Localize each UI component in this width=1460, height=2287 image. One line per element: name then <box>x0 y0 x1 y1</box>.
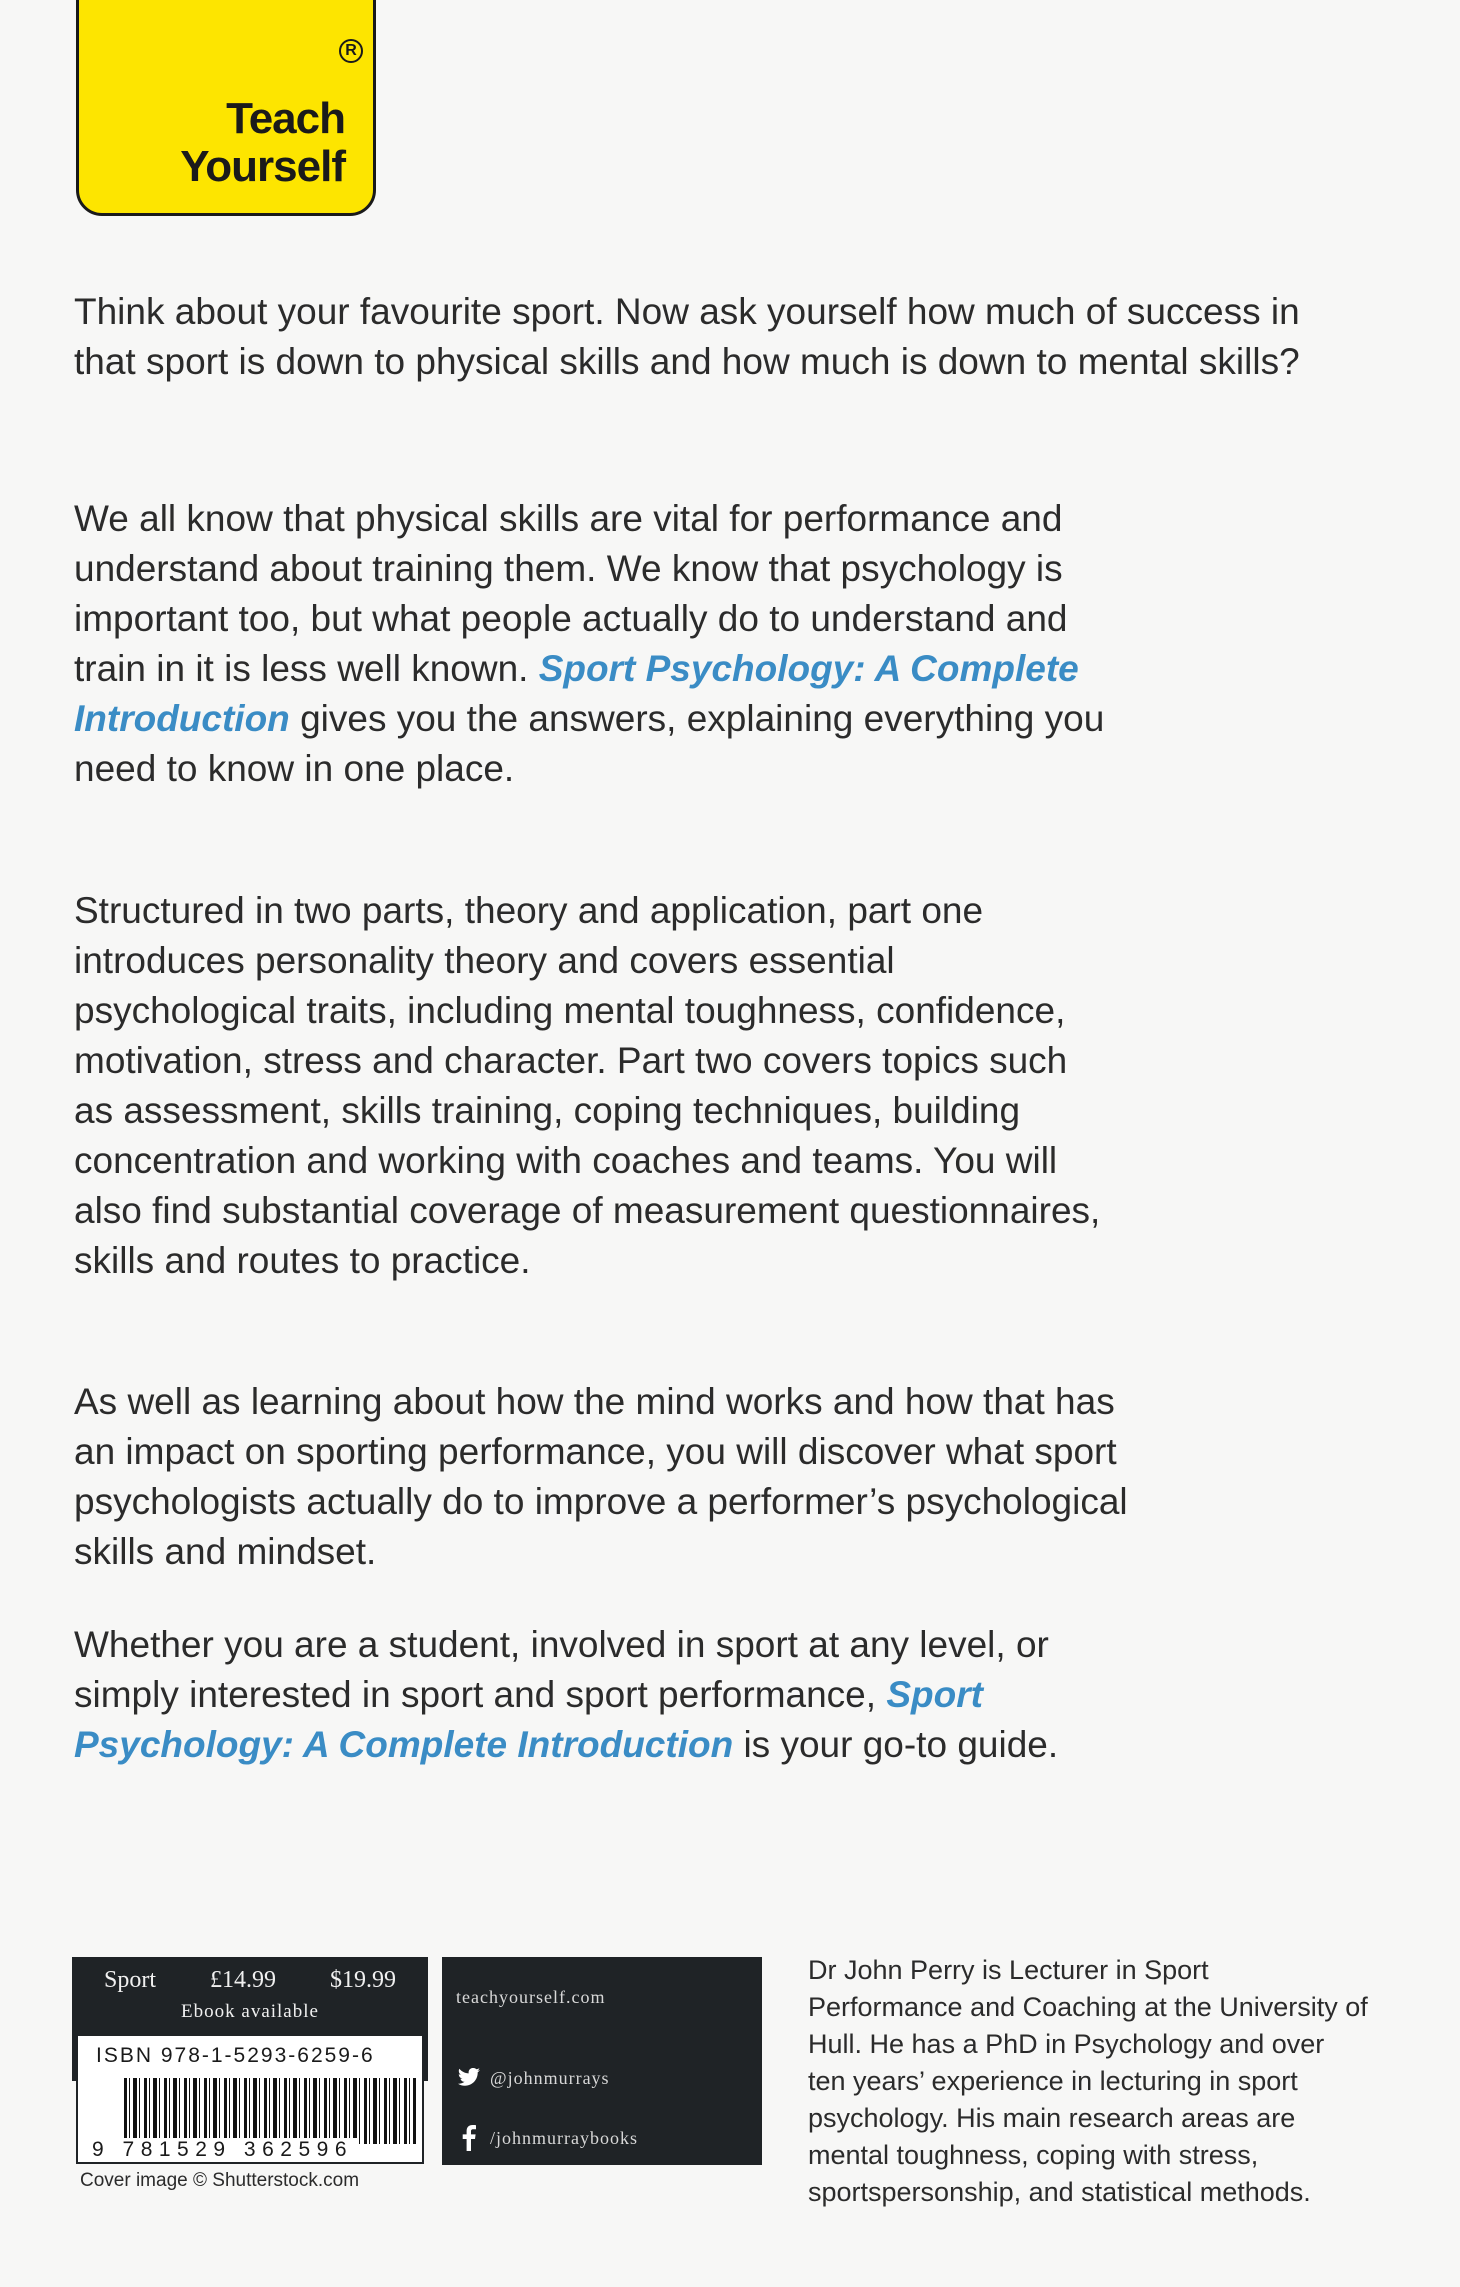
price-gbp: £14.99 <box>210 1967 276 1993</box>
registered-mark: R <box>339 39 363 63</box>
website-row <box>456 1987 605 2008</box>
price-line <box>72 1967 428 1994</box>
website-link[interactable]: teachyourself.com <box>456 1987 606 2007</box>
book-title-emphasis: Sport Psychology: A Complete Introduction <box>74 648 1079 739</box>
closing-text-before: Whether you are a student, involved in sport at any level, or simply interested in sport and sport performance, <box>74 1624 1049 1715</box>
isbn-label: ISBN 978-1-5293-6259-6 <box>96 2044 375 2067</box>
intro-paragraph: Think about your favourite sport. Now ask yourself how much of success in that sport is down to physical skills and how much is down to mental skills? <box>74 291 1300 382</box>
logo-line-yourself: Yourself <box>180 142 345 191</box>
twitter-row <box>456 2065 610 2091</box>
price-usd: $19.99 <box>330 1967 396 1993</box>
barcode-image <box>124 2078 416 2144</box>
facebook-handle[interactable]: /johnmurraybooks <box>490 2127 638 2148</box>
logo-text <box>180 95 345 191</box>
learning-paragraph: As well as learning about how the mind works and how that has an impact on sporting performance, you will discover what sport psychologists actually do to improve a performer’s psychological skills and mindset. <box>74 1381 1128 1572</box>
price-category: Sport <box>103 1967 156 1993</box>
facebook-row <box>456 2125 638 2151</box>
facebook-f-icon <box>456 2125 482 2151</box>
closing-text-after: is your go-to guide. <box>743 1724 1059 1765</box>
isbn-barcode-box <box>76 2034 424 2164</box>
barcode-digits: 9 781529 362596 <box>92 2138 357 2162</box>
teach-yourself-logo <box>76 0 376 216</box>
twitter-bird-icon <box>456 2065 482 2091</box>
description-text-after: gives you the answers, explaining everything you need to know in one place. <box>74 698 1105 789</box>
closing-paragraph <box>74 1620 1134 1770</box>
description-text-before: We all know that physical skills are vital for performance and understand about training them. We know that psychology is important too, but what people actually do to understand and train in it is less well known. <box>74 498 1068 689</box>
description-paragraph <box>74 494 1114 794</box>
logo-line-teach: Teach <box>226 94 345 143</box>
author-bio: Dr John Perry is Lecturer in Sport Performance and Coaching at the University of Hull. He has a PhD in Psychology and over ten years’ experience in lecturing in sport psychology. His main research areas are mental toughness, coping with stress, sportspersonship, and statistical methods. <box>808 1955 1368 2207</box>
twitter-handle[interactable]: @johnmurrays <box>490 2067 610 2088</box>
social-links-box <box>442 1957 762 2165</box>
book-title-emphasis-2: Sport Psychology: A Complete Introduction <box>74 1674 983 1765</box>
cover-image-credit: Cover image © Shutterstock.com <box>80 2170 360 2191</box>
ebook-available: Ebook available <box>181 2001 319 2022</box>
structure-paragraph: Structured in two parts, theory and application, part one introduces personality theory and covers essential psychological traits, including mental toughness, confidence, motivation, stress and character. Part two covers topics such as assessment, skills training, coping techniques, building concentration and working with coaches and teams. You will also find substantial coverage of measurement questionnaires, skills and routes to practice. <box>74 890 1101 1281</box>
